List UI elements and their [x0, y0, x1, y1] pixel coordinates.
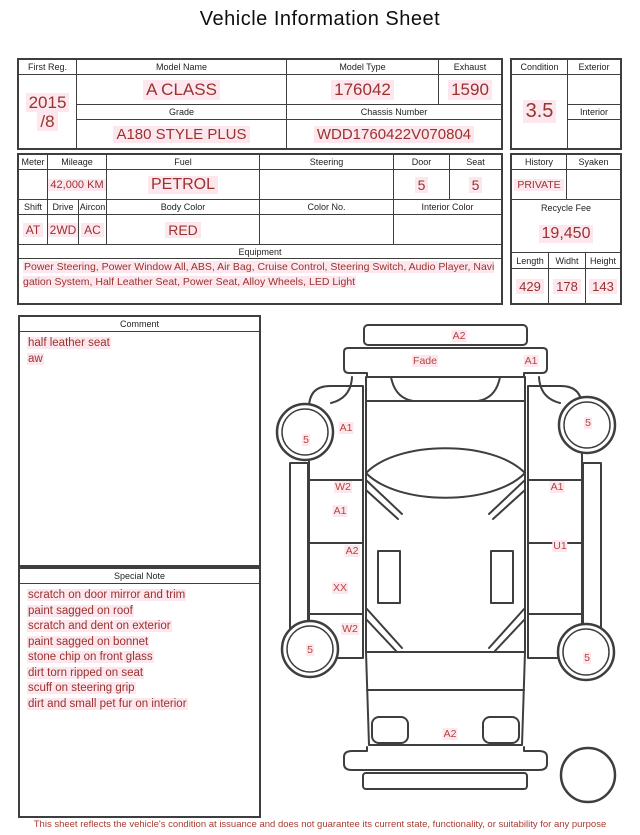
chassis-number-label: Chassis Number	[287, 105, 501, 120]
dimensions-value-row	[512, 269, 620, 303]
width-value: 178	[549, 269, 586, 303]
page-title: Vehicle Information Sheet	[199, 8, 441, 30]
model-type-label: Model Type	[287, 60, 439, 75]
special-note-box	[18, 567, 261, 818]
history-box	[510, 153, 622, 305]
first-reg-month: /8	[37, 112, 57, 131]
disclaimer-text: This sheet reflects the vehicle's condition at issuance and does not guarantee its current state, functionality, or suitability for any purpose	[33, 819, 607, 830]
body-color-label: Body Color	[107, 200, 260, 215]
condition-label: Condition	[512, 60, 567, 75]
spec-row-shift	[19, 200, 501, 245]
grade-value: A180 STYLE PLUS	[77, 120, 287, 148]
comment-label: Comment	[20, 317, 259, 332]
special-note-line: dirt and small pet fur on interior	[28, 697, 187, 710]
condition-column	[512, 60, 568, 148]
left-rocker-strip-shape	[290, 463, 308, 628]
syaken-label: Syaken	[567, 155, 620, 170]
exterior-interior-column	[568, 60, 620, 148]
damage-code-label: A2	[452, 330, 466, 342]
damage-code-label: 5	[584, 652, 590, 664]
model-name-label: Model Name	[77, 60, 287, 75]
drive-label: Drive	[48, 200, 79, 215]
damage-code-label: 5	[307, 644, 313, 656]
exterior-value	[568, 75, 620, 105]
car-damage-diagram	[270, 315, 640, 817]
right-a-pillar-line	[489, 608, 525, 648]
damage-code-label: U1	[553, 540, 567, 552]
damage-code-label: A1	[550, 481, 564, 493]
fuel-label: Fuel	[107, 155, 260, 170]
right-headlight-shape	[483, 717, 519, 743]
left-rear-quarter-line	[331, 377, 352, 403]
model-name-value: A CLASS	[77, 75, 287, 105]
height-value: 143	[586, 269, 620, 303]
special-note-label: Special Note	[20, 569, 259, 584]
interior-label: Interior	[568, 105, 620, 120]
length-value: 429	[512, 269, 549, 303]
damage-code-label: A1	[339, 422, 353, 434]
mileage-value: 42,000 KM	[48, 170, 107, 200]
height-label: Height	[586, 253, 620, 269]
spec-row-meter	[19, 155, 501, 200]
meter-label: Meter	[19, 155, 48, 170]
comment-line: half leather seat	[28, 337, 110, 349]
color-no-label: Color No.	[260, 200, 394, 215]
left-headlight-shape	[372, 717, 408, 743]
first-reg-value	[19, 75, 77, 148]
drive-value: 2WD	[48, 215, 79, 245]
rear-glass-left-curve	[391, 377, 413, 401]
damage-code-label: 5	[585, 417, 591, 429]
special-note-body	[20, 584, 259, 816]
chassis-number-value: WDD1760422V070804	[287, 120, 501, 148]
damage-code-label: A2	[345, 545, 359, 557]
shift-label: Shift	[19, 200, 48, 215]
vehicle-identity-table	[17, 58, 503, 150]
damage-code-label: W2	[335, 481, 351, 493]
equipment-label: Equipment	[19, 245, 501, 259]
recycle-fee-value: 19,450	[512, 215, 620, 253]
front-bumper-shape	[344, 747, 547, 770]
car-outline-svg	[270, 315, 640, 817]
exhaust-label: Exhaust	[439, 60, 501, 75]
shift-value: AT	[19, 215, 48, 245]
door-value: 5	[394, 170, 450, 200]
aircon-label: Aircon	[79, 200, 107, 215]
interior-value	[568, 120, 620, 148]
condition-box	[510, 58, 622, 150]
rear-hatch-strip-shape	[364, 325, 527, 345]
special-note-line: stone chip on front glass	[28, 651, 153, 663]
special-note-line: dirt torn ripped on seat	[28, 666, 144, 679]
spec-table	[17, 153, 503, 305]
special-note-line: scratch on door mirror and trim	[28, 589, 186, 601]
left-a-pillar-line	[366, 608, 402, 648]
syaken-value	[567, 170, 620, 200]
mileage-label: Mileage	[48, 155, 107, 170]
front-lower-strip-shape	[363, 773, 527, 789]
aircon-value: AC	[79, 215, 107, 245]
steering-label: Steering	[260, 155, 394, 170]
steering-value	[260, 170, 394, 200]
damage-code-label: 5	[303, 434, 309, 446]
width-label: Widht	[549, 253, 586, 269]
seat-value: 5	[450, 170, 501, 200]
history-value: PRIVATE	[512, 170, 567, 200]
color-no-value	[260, 215, 394, 245]
damage-code-label: W2	[342, 623, 358, 635]
damage-code-label: A1	[524, 355, 538, 367]
rear-glass-right-curve	[478, 377, 500, 401]
special-note-line: paint sagged on roof	[28, 604, 133, 617]
special-note-line: scuff on steering grip	[28, 682, 135, 694]
special-note-line: scratch and dent on exterior	[28, 620, 171, 632]
meter-value	[19, 170, 48, 200]
right-rocker-strip-shape	[583, 463, 601, 628]
damage-code-label: Fade	[413, 355, 437, 367]
exterior-label: Exterior	[568, 60, 620, 75]
left-window-shape	[378, 551, 400, 603]
equipment-list: Power Steering, Power Window All, ABS, Air Bag, Cruise Control, Steering Switch, Audio Player, Navigation System, Half Leather Seat, Power Seat, Alloy Wheels, LED Light	[23, 261, 495, 288]
spare-tire	[561, 748, 615, 802]
door-label: Door	[394, 155, 450, 170]
history-header-row	[512, 155, 620, 170]
first-reg-label: First Reg.	[19, 60, 77, 75]
model-type-value: 176042	[287, 75, 439, 105]
rear-bumper-shape	[344, 348, 547, 377]
grade-label: Grade	[77, 105, 287, 120]
seat-label: Seat	[450, 155, 501, 170]
body-color-value: RED	[107, 215, 260, 245]
comment-body	[20, 332, 259, 565]
exhaust-value: 1590	[439, 75, 501, 105]
first-reg-year: 2015	[26, 93, 70, 112]
interior-color-value	[394, 215, 501, 245]
damage-code-label: XX	[332, 582, 348, 594]
comment-line: aw	[28, 352, 43, 365]
dimensions-header-row	[512, 253, 620, 269]
history-value-row	[512, 170, 620, 200]
history-label: History	[512, 155, 567, 170]
roof-shape	[366, 448, 525, 498]
right-window-shape	[491, 551, 513, 603]
left-rear-wheel	[277, 404, 333, 460]
length-label: Length	[512, 253, 549, 269]
right-rear-quarter-line	[539, 377, 560, 403]
comment-box	[18, 315, 261, 567]
recycle-fee-label: Recycle Fee	[540, 202, 592, 213]
damage-code-label: A1	[333, 505, 347, 517]
special-note-line: paint sagged on bonnet	[28, 635, 149, 648]
condition-score: 3.5	[512, 75, 567, 148]
damage-code-label: A2	[443, 728, 457, 740]
interior-color-label: Interior Color	[394, 200, 501, 215]
fuel-value: PETROL	[107, 170, 260, 200]
